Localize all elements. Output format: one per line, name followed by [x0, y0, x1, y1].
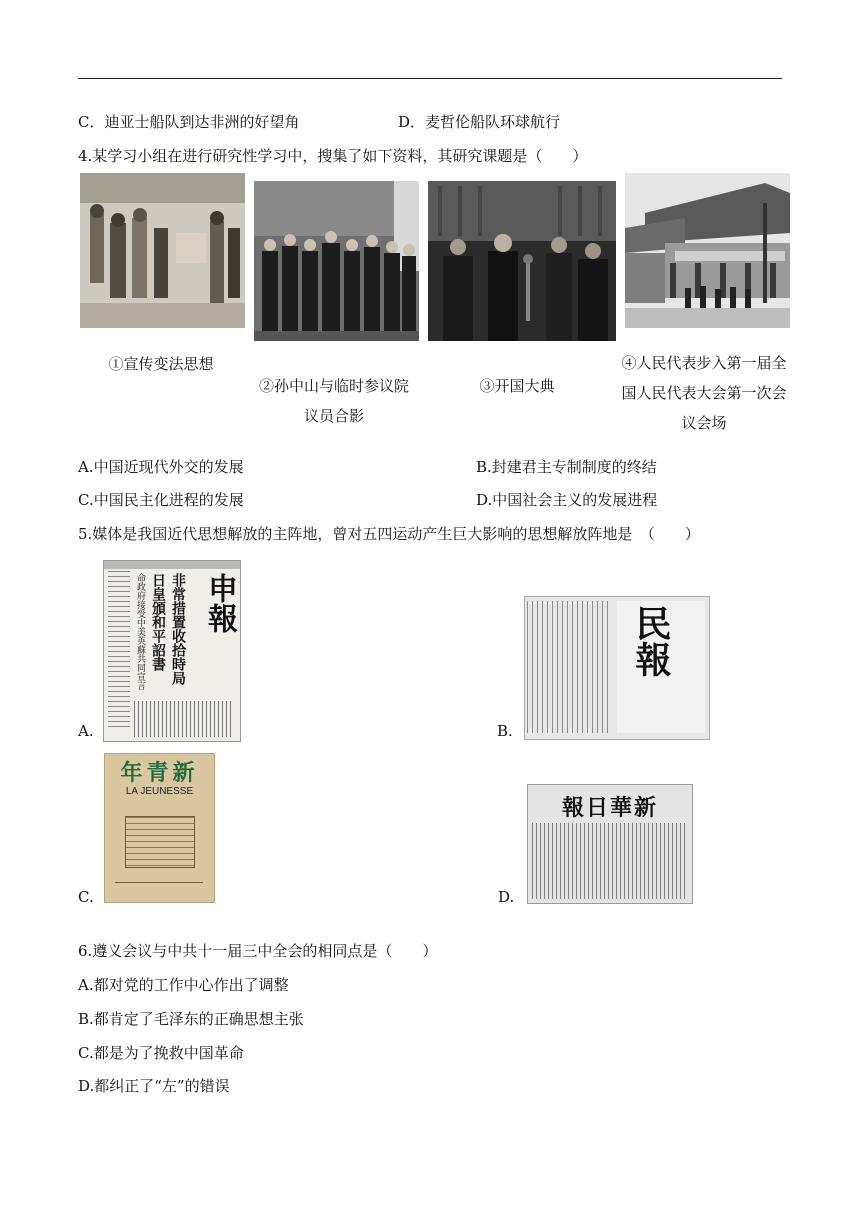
newspaper-xinhua-ribao: 新華日報 — [527, 784, 693, 904]
q4-caption-4: ④人民代表步入第一届全国人民代表大会第一次会议会场 — [621, 354, 787, 432]
q5-label-b: B. — [497, 722, 513, 740]
photo-reform-painting — [80, 173, 245, 328]
q4-caption-2: ②孙中山与临时参议院议员合影 — [258, 377, 409, 425]
q4-caption-1: ①宣传变法思想 — [108, 355, 214, 373]
photo-sun-yatsen-group — [254, 181, 419, 341]
photo-founding-ceremony — [428, 181, 616, 341]
q6-option-d: D.都纠正了“左”的错误 — [78, 1077, 230, 1095]
q6-option-b: B.都肯定了毛泽东的正确思想主张 — [78, 1010, 304, 1028]
q6-option-c: C.都是为了挽救中国革命 — [78, 1044, 244, 1062]
q5-label-c: C. — [78, 888, 94, 906]
q4-option-b: B.封建君主专制制度的终结 — [476, 458, 657, 476]
header-rule — [78, 78, 782, 79]
newspaper-shenbao: 申報 非常措置收拾時局 日皇頒和平詔書 命政府接受中美英蘇共同宣言 — [103, 560, 241, 742]
newspaper-minbao: 民報 — [524, 596, 710, 740]
q5-stem: 5.媒体是我国近代思想解放的主阵地，曾对五四运动产生巨大影响的思想解放阵地是 （ ） — [78, 525, 700, 543]
photo-npc-hall — [625, 173, 790, 328]
q5-label-d: D. — [498, 888, 515, 906]
q4-stem: 4.某学习小组在进行研究性学习中，搜集了如下资料，其研究课题是（ ） — [78, 147, 588, 165]
q3-option-d: D．麦哲伦船队环球航行 — [398, 113, 561, 131]
q4-caption-3: ③开国大典 — [479, 377, 555, 395]
q3-option-c: C．迪亚士船队到达非洲的好望角 — [78, 113, 300, 131]
q4-option-c: C.中国民主化进程的发展 — [78, 491, 244, 509]
q4-option-a: A.中国近现代外交的发展 — [78, 458, 244, 476]
q6-stem: 6.遵义会议与中共十一届三中全会的相同点是（ ） — [78, 942, 438, 960]
magazine-la-jeunesse: 新青年 LA JEUNESSE — [104, 753, 215, 903]
q5-label-a: A. — [78, 722, 94, 740]
q6-option-a: A.都对党的工作中心作出了调整 — [78, 976, 289, 994]
q4-option-d: D.中国社会主义的发展进程 — [476, 491, 658, 509]
